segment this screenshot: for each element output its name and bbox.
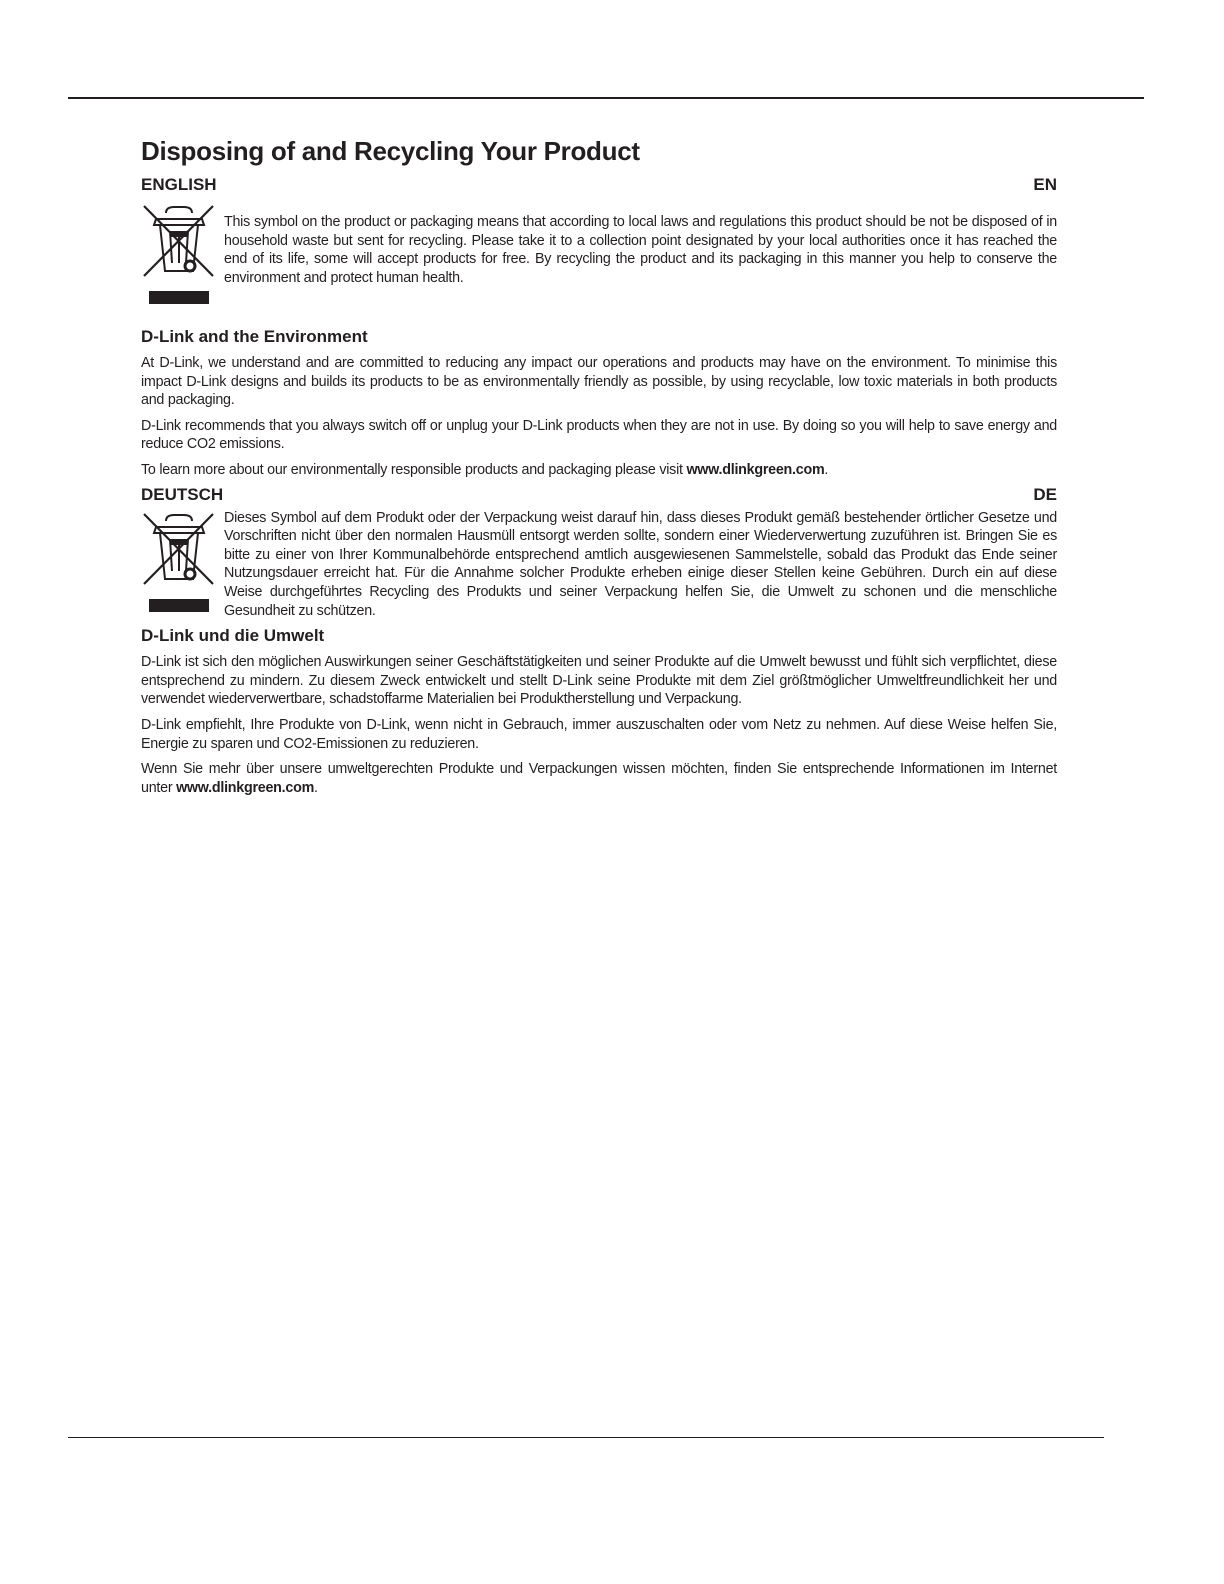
deutsch-lang-name: DEUTSCH	[141, 484, 224, 504]
deutsch-symbol-section	[141, 509, 1057, 621]
weee-bin-icon	[141, 201, 224, 305]
deutsch-env-p3-end: .	[314, 779, 318, 796]
deutsch-env-paragraph-1: D-Link ist sich den möglichen Auswirkungen seiner Geschäftstätigkeiten und seiner Produkte auf die Umwelt bewusst und fühlt sich verpflichtet, diese entsprechend zu mindern. Zu diesem Zweck entwickelt und stellt D-Link seine Produkte mit dem Ziel größtmöglicher Umweltfreundlichkeit her und verwendet wiederverwertbare, schadstoffarme Materialien bei Produktherstellung und Verpackung.	[141, 654, 1057, 708]
footer-rule	[68, 1437, 1104, 1438]
english-env-heading: D-Link and the Environment	[141, 327, 368, 346]
english-env-paragraph-3	[141, 461, 1057, 480]
deutsch-env-paragraph-2: D-Link empfiehlt, Ihre Produkte von D-Link, wenn nicht in Gebrauch, immer auszuschalten oder vom Netz zu nehmen. Auf diese Weise helfen Sie, Energie zu sparen und CO2-Emissionen zu reduzieren.	[141, 716, 1057, 752]
deutsch-env-p3-text: Wenn Sie mehr über unsere umweltgerechten Produkte und Verpackungen wissen möchten, finden Sie entsprechende Informationen im Internet unter	[141, 761, 1057, 796]
deutsch-env-paragraph-3	[141, 760, 1057, 797]
english-lang-code: EN	[1033, 175, 1057, 194]
deutsch-lang-code: DE	[1033, 484, 1057, 504]
english-lang-name: ENGLISH	[141, 175, 217, 194]
english-symbol-section	[141, 201, 1057, 305]
deutsch-env-heading: D-Link und die Umwelt	[141, 626, 325, 646]
english-dlinkgreen-link[interactable]: www.dlinkgreen.com	[686, 461, 825, 478]
english-symbol-text: This symbol on the product or packaging means that according to local laws and regulations this product should be not be disposed of in household waste but sent for recycling. Please take it to a collection point designated by your local authorities once it has reached the end of its life, some will accept products for free. By recycling the product and its packaging in this manner you help to conserve the environment and protect human health.	[224, 214, 1057, 286]
english-env-paragraph-2: D-Link recommends that you always switch off or unplug your D-Link products when they are not in use. By doing so you will help to save energy and reduce CO2 emissions.	[141, 417, 1057, 453]
weee-bin-icon	[141, 509, 224, 613]
document-body	[141, 133, 1057, 797]
deutsch-dlinkgreen-link[interactable]: www.dlinkgreen.com	[176, 779, 315, 796]
page-title: Disposing of and Recycling Your Product	[141, 136, 640, 166]
english-env-p3-text: To learn more about our environmentally responsible products and packaging please visit	[141, 461, 687, 478]
deutsch-symbol-text: Dieses Symbol auf dem Produkt oder der Verpackung weist darauf hin, dass dieses Produkt gemäß bestehender örtlicher Gesetze und Vorschriften nicht über den normalen Hausmüll entsorgt werden sollte, sondern einer Wiederverwertung zuzuführen ist. Bringen Sie es bitte zu einer von Ihrer Kommunalbehörde entsprechend amtlich ausgewiesenen Sammelstelle, sobald das Produkt das Ende seiner Nutzungsdauer erreicht hat. Für die Annahme solcher Produkte erheben einige dieser Stellen keine Gebühren. Durch ein auf diese Weise durchgeführtes Recycling des Produkts und seiner Verpackung helfen Sie, die Umwelt zu schonen und die menschliche Gesundheit zu schützen.	[224, 509, 1057, 619]
english-env-p3-end: .	[824, 461, 829, 478]
english-lang-row	[141, 173, 1057, 197]
header-rule	[68, 97, 1144, 99]
english-env-paragraph-1: At D-Link, we understand and are committed to reducing any impact our operations and products may have on the environment. To minimise this impact D-Link designs and builds its products to be as environmentally friendly as possible, by using recyclable, low toxic materials in both products and packaging.	[141, 355, 1057, 409]
deutsch-lang-row	[141, 483, 1057, 507]
